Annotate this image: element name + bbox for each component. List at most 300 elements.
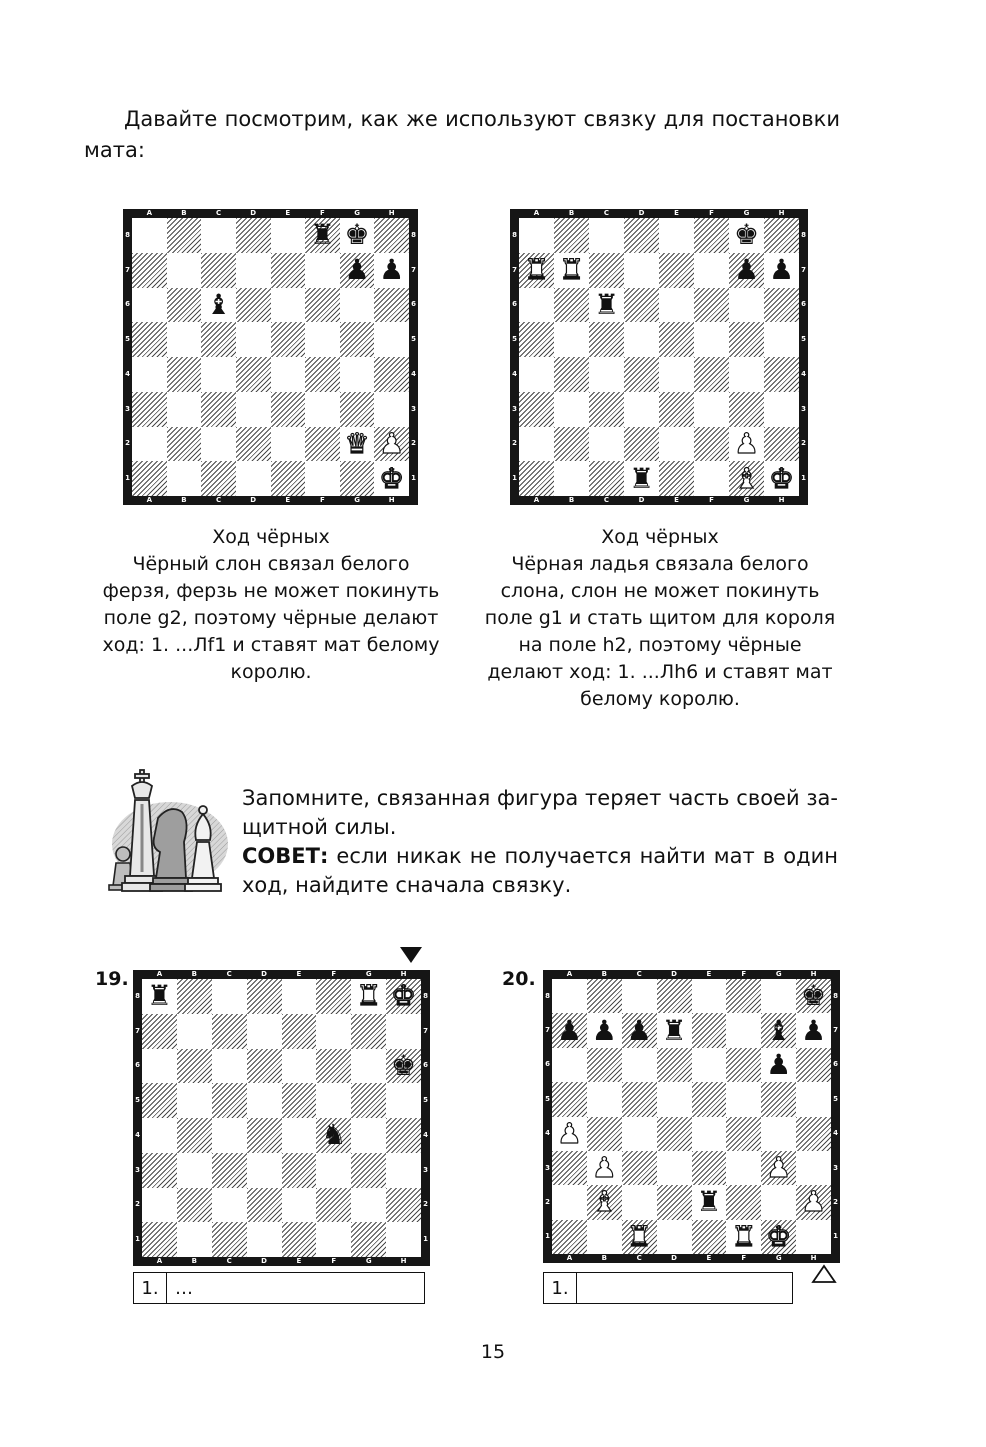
file-label: B bbox=[191, 1257, 197, 1265]
square-b1 bbox=[167, 461, 202, 496]
square-f5 bbox=[694, 322, 729, 357]
square-b8 bbox=[554, 218, 589, 253]
answer-box-20 bbox=[543, 1272, 793, 1304]
black-king-icon: ♚ bbox=[733, 218, 760, 252]
file-label: H bbox=[810, 1254, 817, 1262]
intro-line-2: мата: bbox=[84, 138, 145, 162]
square-a6 bbox=[142, 1049, 177, 1084]
rank-label: 6 bbox=[545, 1060, 550, 1069]
square-e1 bbox=[271, 461, 306, 496]
square-f5 bbox=[305, 322, 340, 357]
square-g8 bbox=[340, 218, 375, 253]
chessboard-problem-20 bbox=[543, 970, 840, 1263]
file-label: G bbox=[365, 1257, 372, 1265]
square-a6 bbox=[132, 288, 167, 323]
rank-label: 1 bbox=[833, 1232, 838, 1241]
answer-field-19[interactable]: … bbox=[175, 1277, 193, 1299]
square-c3 bbox=[589, 392, 624, 427]
square-c2 bbox=[589, 427, 624, 462]
square-e3 bbox=[271, 392, 306, 427]
square-d7 bbox=[247, 1014, 282, 1049]
rank-label: 6 bbox=[411, 300, 416, 309]
square-e2 bbox=[271, 427, 306, 462]
square-f3 bbox=[726, 1151, 761, 1185]
rank-label: 7 bbox=[512, 265, 517, 274]
rank-label: 3 bbox=[801, 404, 806, 413]
file-label: B bbox=[181, 496, 187, 504]
square-d8 bbox=[247, 979, 282, 1014]
black-king-icon: ♚ bbox=[801, 979, 827, 1013]
file-label: B bbox=[181, 209, 187, 217]
file-label: G bbox=[743, 496, 750, 504]
square-b8 bbox=[167, 218, 202, 253]
answer-move-number: 1. bbox=[134, 1273, 167, 1303]
chessboard-problem-19 bbox=[133, 970, 430, 1266]
square-e3 bbox=[659, 392, 694, 427]
square-b3 bbox=[177, 1153, 212, 1188]
rank-label: 4 bbox=[801, 369, 806, 378]
square-e2 bbox=[692, 1185, 727, 1219]
square-b1 bbox=[587, 1220, 622, 1254]
rank-label: 7 bbox=[833, 1026, 838, 1035]
square-g2 bbox=[761, 1185, 796, 1219]
square-h5 bbox=[374, 322, 409, 357]
rank-label: 5 bbox=[125, 335, 130, 344]
square-b3 bbox=[554, 392, 589, 427]
file-label: C bbox=[636, 970, 642, 978]
file-label: H bbox=[400, 970, 407, 978]
rank-label: 7 bbox=[801, 265, 806, 274]
square-d8 bbox=[236, 218, 271, 253]
file-label: E bbox=[285, 209, 291, 217]
rank-label: 8 bbox=[411, 230, 416, 239]
square-h5 bbox=[386, 1083, 421, 1118]
black-king-icon: ♚ bbox=[391, 1048, 417, 1082]
square-d1 bbox=[657, 1220, 692, 1254]
square-d5 bbox=[657, 1082, 692, 1116]
square-a3 bbox=[552, 1151, 587, 1185]
file-label: H bbox=[388, 496, 395, 504]
rank-label: 3 bbox=[833, 1163, 838, 1172]
caption-line: слона, слон не может покинуть bbox=[500, 580, 820, 602]
rank-label: 4 bbox=[411, 369, 416, 378]
square-h7 bbox=[374, 253, 409, 288]
square-f2 bbox=[694, 427, 729, 462]
square-a5 bbox=[519, 322, 554, 357]
square-c2 bbox=[201, 427, 236, 462]
square-g6 bbox=[729, 288, 764, 323]
board-grid bbox=[132, 218, 409, 496]
square-e5 bbox=[282, 1083, 317, 1118]
square-h1 bbox=[386, 1222, 421, 1257]
rank-label: 4 bbox=[125, 369, 130, 378]
square-f2 bbox=[316, 1188, 351, 1223]
square-d8 bbox=[624, 218, 659, 253]
square-f7 bbox=[316, 1014, 351, 1049]
rank-label: 1 bbox=[801, 474, 806, 483]
square-c4 bbox=[589, 357, 624, 392]
rank-label: 7 bbox=[125, 265, 130, 274]
file-label: E bbox=[706, 970, 712, 978]
square-b7 bbox=[177, 1014, 212, 1049]
square-f7 bbox=[305, 253, 340, 288]
rank-label: 6 bbox=[512, 300, 517, 309]
black-pawn-icon: ♟ bbox=[626, 1013, 652, 1047]
square-a3 bbox=[519, 392, 554, 427]
square-a1 bbox=[132, 461, 167, 496]
file-label: F bbox=[709, 209, 714, 217]
square-c8 bbox=[622, 979, 657, 1013]
black-rook-icon: ♜ bbox=[593, 287, 620, 321]
square-d3 bbox=[247, 1153, 282, 1188]
square-f1 bbox=[305, 461, 340, 496]
square-c6 bbox=[201, 288, 236, 323]
square-f4 bbox=[694, 357, 729, 392]
square-b2 bbox=[177, 1188, 212, 1223]
square-a4 bbox=[132, 357, 167, 392]
rank-label: 5 bbox=[135, 1096, 140, 1105]
square-a6 bbox=[519, 288, 554, 323]
file-label: B bbox=[568, 209, 575, 217]
square-h4 bbox=[764, 357, 799, 392]
square-d5 bbox=[247, 1083, 282, 1118]
square-e4 bbox=[282, 1118, 317, 1153]
square-f6 bbox=[726, 1048, 761, 1082]
rank-label: 2 bbox=[801, 439, 806, 448]
board-grid bbox=[519, 218, 799, 496]
square-b5 bbox=[554, 322, 589, 357]
square-f2 bbox=[305, 427, 340, 462]
square-h3 bbox=[374, 392, 409, 427]
page-number: 15 bbox=[480, 1341, 506, 1363]
square-d7 bbox=[624, 253, 659, 288]
rank-label: 1 bbox=[545, 1232, 550, 1241]
square-b6 bbox=[587, 1048, 622, 1082]
square-g5 bbox=[761, 1082, 796, 1116]
rank-label: 2 bbox=[411, 439, 416, 448]
square-f4 bbox=[316, 1118, 351, 1153]
file-label: C bbox=[603, 209, 610, 217]
file-label: D bbox=[671, 970, 677, 978]
square-e5 bbox=[271, 322, 306, 357]
square-f3 bbox=[305, 392, 340, 427]
rank-label: 8 bbox=[512, 230, 517, 239]
square-g6 bbox=[340, 288, 375, 323]
square-b6 bbox=[177, 1049, 212, 1084]
square-c8 bbox=[212, 979, 247, 1014]
white-rook-icon: ♜ bbox=[356, 979, 382, 1013]
file-label: D bbox=[638, 209, 645, 217]
caption-line: Чёрная ладья связала белого bbox=[511, 553, 809, 575]
square-g6 bbox=[761, 1048, 796, 1082]
answer-box-19 bbox=[133, 1272, 425, 1304]
file-label: G bbox=[775, 970, 782, 978]
caption-line: поле g2, поэтому чёрные делают bbox=[103, 607, 439, 629]
rank-label: 7 bbox=[135, 1026, 140, 1035]
square-d1 bbox=[247, 1222, 282, 1257]
square-e3 bbox=[692, 1151, 727, 1185]
square-g7 bbox=[340, 253, 375, 288]
black-rook-icon: ♜ bbox=[628, 461, 655, 495]
square-h3 bbox=[386, 1153, 421, 1188]
square-h6 bbox=[796, 1048, 831, 1082]
square-d4 bbox=[236, 357, 271, 392]
square-d5 bbox=[236, 322, 271, 357]
square-h8 bbox=[386, 979, 421, 1014]
caption-line: Ход чёрных bbox=[212, 526, 330, 548]
square-f5 bbox=[726, 1082, 761, 1116]
file-label: C bbox=[636, 1254, 642, 1262]
black-pawn-icon: ♟ bbox=[556, 1013, 582, 1047]
square-e6 bbox=[271, 288, 306, 323]
file-label: C bbox=[226, 970, 232, 978]
square-h4 bbox=[374, 357, 409, 392]
rank-label: 4 bbox=[135, 1130, 140, 1139]
rank-label: 5 bbox=[512, 335, 517, 344]
square-f7 bbox=[694, 253, 729, 288]
square-g3 bbox=[761, 1151, 796, 1185]
square-h8 bbox=[374, 218, 409, 253]
square-h3 bbox=[796, 1151, 831, 1185]
square-e6 bbox=[282, 1049, 317, 1084]
file-label: C bbox=[215, 209, 222, 217]
square-d2 bbox=[236, 427, 271, 462]
square-c6 bbox=[589, 288, 624, 323]
square-d6 bbox=[236, 288, 271, 323]
white-king-icon: ♚ bbox=[391, 979, 417, 1013]
white-bishop-icon: ♝ bbox=[591, 1185, 617, 1219]
square-e6 bbox=[692, 1048, 727, 1082]
square-e1 bbox=[282, 1222, 317, 1257]
file-label: D bbox=[671, 1254, 677, 1262]
rank-label: 1 bbox=[512, 474, 517, 483]
file-label: G bbox=[354, 209, 360, 217]
caption-example-2 bbox=[480, 524, 840, 713]
rank-label: 5 bbox=[833, 1094, 838, 1103]
square-h2 bbox=[796, 1185, 831, 1219]
file-label: F bbox=[709, 496, 714, 504]
square-f7 bbox=[726, 1013, 761, 1047]
square-e4 bbox=[271, 357, 306, 392]
file-label: E bbox=[706, 1254, 712, 1262]
square-d4 bbox=[624, 357, 659, 392]
square-c4 bbox=[622, 1117, 657, 1151]
square-g5 bbox=[340, 322, 375, 357]
white-queen-icon: ♛ bbox=[344, 426, 370, 460]
square-e5 bbox=[659, 322, 694, 357]
square-c3 bbox=[201, 392, 236, 427]
square-g1 bbox=[340, 461, 375, 496]
square-e7 bbox=[659, 253, 694, 288]
square-c2 bbox=[622, 1185, 657, 1219]
file-label: A bbox=[566, 1254, 573, 1262]
square-g8 bbox=[351, 979, 386, 1014]
square-e4 bbox=[659, 357, 694, 392]
rank-label: 2 bbox=[545, 1197, 550, 1206]
rank-label: 4 bbox=[833, 1129, 838, 1138]
square-c7 bbox=[589, 253, 624, 288]
rank-label: 5 bbox=[545, 1094, 550, 1103]
file-label: D bbox=[261, 1257, 267, 1265]
square-g2 bbox=[729, 427, 764, 462]
rank-label: 1 bbox=[423, 1235, 428, 1244]
square-c8 bbox=[201, 218, 236, 253]
file-label: B bbox=[601, 1254, 607, 1262]
answer-field-20[interactable] bbox=[577, 1273, 792, 1303]
file-label: G bbox=[354, 496, 360, 504]
square-e8 bbox=[659, 218, 694, 253]
square-g4 bbox=[340, 357, 375, 392]
square-a4 bbox=[142, 1118, 177, 1153]
square-c2 bbox=[212, 1188, 247, 1223]
black-pawn-icon: ♟ bbox=[344, 253, 370, 287]
square-g7 bbox=[351, 1014, 386, 1049]
rank-label: 6 bbox=[125, 300, 130, 309]
square-h2 bbox=[386, 1188, 421, 1223]
white-rook-icon: ♜ bbox=[558, 253, 585, 287]
square-e3 bbox=[282, 1153, 317, 1188]
square-f6 bbox=[316, 1049, 351, 1084]
square-e8 bbox=[282, 979, 317, 1014]
file-label: D bbox=[261, 970, 267, 978]
rank-label: 1 bbox=[125, 474, 130, 483]
black-rook-icon: ♜ bbox=[146, 979, 172, 1013]
file-label: A bbox=[533, 496, 540, 504]
file-label: H bbox=[388, 209, 395, 217]
file-label: B bbox=[568, 496, 575, 504]
square-c4 bbox=[201, 357, 236, 392]
rank-label: 4 bbox=[512, 369, 517, 378]
square-d3 bbox=[236, 392, 271, 427]
square-e7 bbox=[692, 1013, 727, 1047]
square-b7 bbox=[587, 1013, 622, 1047]
file-label: C bbox=[215, 496, 222, 504]
rank-label: 6 bbox=[833, 1060, 838, 1069]
file-label: A bbox=[156, 1257, 163, 1265]
square-h7 bbox=[764, 253, 799, 288]
tip-text-1: Запомните, связанная фигура теряет часть своей за-щитной силы. bbox=[242, 786, 838, 839]
square-c1 bbox=[201, 461, 236, 496]
square-f8 bbox=[694, 218, 729, 253]
intro-line-1: Давайте посмотрим, как же используют связку для постановки bbox=[124, 107, 840, 131]
square-g5 bbox=[729, 322, 764, 357]
square-g7 bbox=[761, 1013, 796, 1047]
square-a8 bbox=[142, 979, 177, 1014]
white-bishop-icon: ♝ bbox=[733, 461, 760, 495]
rank-label: 6 bbox=[423, 1061, 428, 1070]
square-c1 bbox=[589, 461, 624, 496]
square-b2 bbox=[554, 427, 589, 462]
file-label: B bbox=[191, 970, 197, 978]
square-c6 bbox=[212, 1049, 247, 1084]
square-e4 bbox=[692, 1117, 727, 1151]
black-bishop-icon: ♝ bbox=[206, 287, 232, 321]
file-label: F bbox=[320, 496, 325, 504]
square-d6 bbox=[624, 288, 659, 323]
file-label: F bbox=[331, 970, 337, 978]
square-b6 bbox=[554, 288, 589, 323]
rank-label: 3 bbox=[135, 1165, 140, 1174]
square-h2 bbox=[764, 427, 799, 462]
answer-move-number: 1. bbox=[544, 1273, 577, 1303]
square-e2 bbox=[282, 1188, 317, 1223]
square-a3 bbox=[142, 1153, 177, 1188]
square-d2 bbox=[657, 1185, 692, 1219]
file-label: D bbox=[250, 496, 257, 504]
file-label: H bbox=[778, 496, 785, 504]
file-label: A bbox=[533, 209, 540, 217]
square-f2 bbox=[726, 1185, 761, 1219]
rank-label: 8 bbox=[125, 230, 130, 239]
square-f4 bbox=[305, 357, 340, 392]
square-d4 bbox=[657, 1117, 692, 1151]
rank-label: 6 bbox=[801, 300, 806, 309]
square-a7 bbox=[142, 1014, 177, 1049]
square-g3 bbox=[340, 392, 375, 427]
square-c3 bbox=[212, 1153, 247, 1188]
square-a1 bbox=[142, 1222, 177, 1257]
rank-label: 1 bbox=[411, 474, 416, 483]
square-h4 bbox=[386, 1118, 421, 1153]
square-f3 bbox=[316, 1153, 351, 1188]
square-b1 bbox=[177, 1222, 212, 1257]
rank-label: 8 bbox=[801, 230, 806, 239]
square-h5 bbox=[764, 322, 799, 357]
caption-line: на поле h2, поэтому чёрные bbox=[518, 634, 802, 656]
black-rook-icon: ♜ bbox=[696, 1185, 722, 1219]
square-a7 bbox=[519, 253, 554, 288]
file-label: F bbox=[320, 209, 325, 217]
file-label: A bbox=[146, 209, 153, 217]
square-g6 bbox=[351, 1049, 386, 1084]
file-label: D bbox=[638, 496, 645, 504]
caption-line: поле g1 и стать щитом для короля bbox=[484, 607, 836, 629]
square-c7 bbox=[622, 1013, 657, 1047]
chessboard-example-1 bbox=[123, 209, 418, 505]
square-h1 bbox=[374, 461, 409, 496]
square-a1 bbox=[552, 1220, 587, 1254]
file-label: A bbox=[566, 970, 573, 978]
white-pawn-icon: ♟ bbox=[733, 426, 760, 460]
rank-label: 2 bbox=[135, 1200, 140, 1209]
black-king-icon: ♚ bbox=[344, 218, 370, 252]
square-b3 bbox=[587, 1151, 622, 1185]
square-g4 bbox=[761, 1117, 796, 1151]
rank-label: 7 bbox=[423, 1026, 428, 1035]
file-label: G bbox=[365, 970, 372, 978]
black-rook-icon: ♜ bbox=[309, 218, 335, 252]
rank-label: 8 bbox=[545, 991, 550, 1000]
square-a4 bbox=[552, 1117, 587, 1151]
square-b7 bbox=[167, 253, 202, 288]
file-label: H bbox=[810, 970, 817, 978]
black-pawn-icon: ♟ bbox=[733, 253, 760, 287]
square-h7 bbox=[386, 1014, 421, 1049]
square-d3 bbox=[657, 1151, 692, 1185]
square-c6 bbox=[622, 1048, 657, 1082]
square-c5 bbox=[201, 322, 236, 357]
square-a8 bbox=[519, 218, 554, 253]
rank-label: 1 bbox=[135, 1235, 140, 1244]
square-e1 bbox=[692, 1220, 727, 1254]
white-king-icon: ♚ bbox=[766, 1219, 792, 1253]
board-grid bbox=[142, 979, 421, 1257]
square-b4 bbox=[177, 1118, 212, 1153]
caption-line: Чёрный слон связал белого bbox=[132, 553, 410, 575]
square-e7 bbox=[282, 1014, 317, 1049]
square-a7 bbox=[132, 253, 167, 288]
square-d7 bbox=[657, 1013, 692, 1047]
